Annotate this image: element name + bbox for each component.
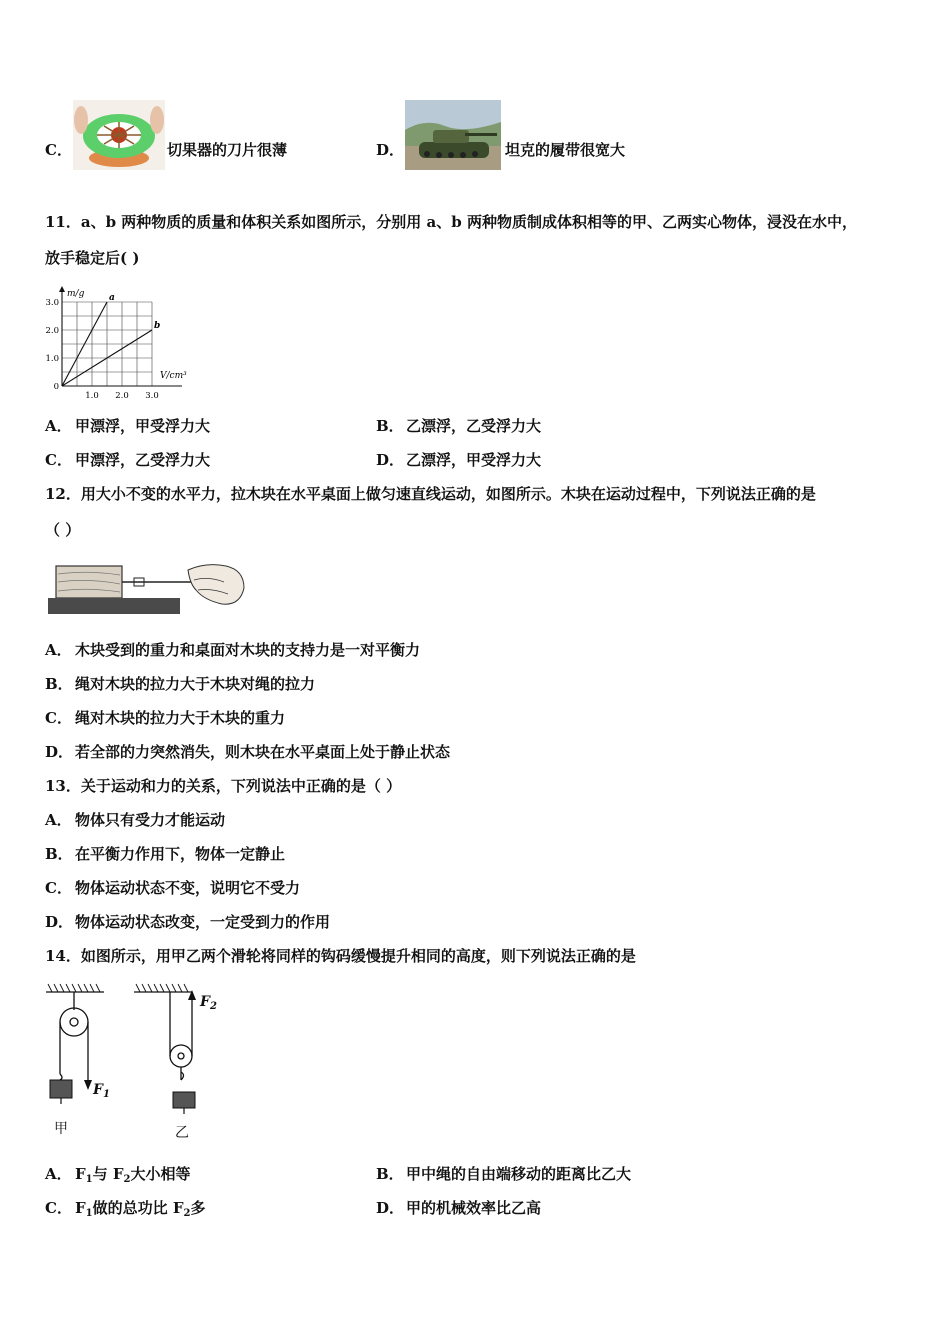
q11-stem-line2: 放手稳定后( ) <box>45 249 140 267</box>
q10-option-d-label: D． <box>376 141 405 159</box>
q14-option-a-label: A． <box>45 1165 72 1183</box>
wooden-block-pull-figure <box>48 560 248 620</box>
q14-option-b-label: B． <box>376 1165 404 1183</box>
q14-option-c-label: C． <box>45 1199 72 1217</box>
q10-option-c-label: C． <box>45 141 72 159</box>
y-tick-label: 1.0 <box>45 354 59 364</box>
q13-option-c-label: C． <box>45 879 72 897</box>
x-tick-label: 2.0 <box>115 391 129 401</box>
q12-stem-line1: 12．用大小不变的水平力，拉木块在水平桌面上做匀速直线运动，如图所示。木块在运动过程中，下列说法正确的是 <box>45 485 816 503</box>
q14-option-d-label: D． <box>376 1199 405 1217</box>
x-axis-label: V/cm³ <box>160 371 187 381</box>
y-axis-label: m/g <box>67 289 85 299</box>
q12-stem-line2: （ ） <box>45 521 81 539</box>
y-tick-label: 3.0 <box>45 298 59 308</box>
q13-option-c-text: 物体运动状态不变，说明它不受力 <box>75 879 301 897</box>
q11-option-d-label: D． <box>376 451 405 469</box>
q11-option-a-label: A． <box>45 417 72 435</box>
q13-stem: 13．关于运动和力的关系，下列说法中正确的是（ ） <box>45 777 402 795</box>
fixed-pulley <box>46 984 104 1084</box>
q12-option-c-label: C． <box>45 709 72 727</box>
q13-option-a-label: A． <box>45 811 72 829</box>
fruit-cutter-image <box>73 100 165 170</box>
q14-option-c-text: $F_1$做的总功比 $F_2$多 <box>75 1199 206 1219</box>
q14-option-a-text: $F_1$与 $F_2$大小相等 <box>75 1165 191 1185</box>
q11-option-b-text: 乙漂浮，乙受浮力大 <box>406 417 542 435</box>
q12-option-a-label: A． <box>45 641 72 659</box>
q10-option-c-text: 切果器的刀片很薄 <box>167 141 288 159</box>
q12-option-b-text: 绳对木块的拉力大于木块对绳的拉力 <box>75 675 316 693</box>
pulley-label-jia: 甲 <box>54 1121 68 1137</box>
pulley-label-yi: 乙 <box>175 1125 189 1141</box>
y-tick-label: 2.0 <box>45 326 59 336</box>
x-tick-label: 1.0 <box>85 391 99 401</box>
q14-stem: 14．如图所示，用甲乙两个滑轮将同样的钩码缓慢提升相同的高度，则下列说法正确的是 <box>45 947 636 965</box>
y-axis-arrow <box>59 286 65 292</box>
q13-option-d-text: 物体运动状态改变，一定受到力的作用 <box>75 913 331 931</box>
q11-option-b-label: B． <box>376 417 404 435</box>
q11-option-a-text: 甲漂浮，甲受浮力大 <box>75 417 211 435</box>
tank-image <box>405 100 501 170</box>
series-label-b: b <box>154 321 161 331</box>
movable-pulley <box>134 984 192 1080</box>
q12-option-b-label: B． <box>45 675 73 693</box>
q13-option-a-text: 物体只有受力才能运动 <box>75 811 226 829</box>
q13-option-b-label: B． <box>45 845 73 863</box>
q12-option-c-text: 绳对木块的拉力大于木块的重力 <box>75 709 286 727</box>
q12-option-d-text: 若全部的力突然消失，则木块在水平桌面上处于静止状态 <box>75 743 451 761</box>
pulley-force-f2-label: $F_2$ <box>200 994 217 1012</box>
q12-option-d-label: D． <box>45 743 74 761</box>
q11-stem-line1: 11．a、b 两种物质的质量和体积关系如图所示，分别用 a、b 两种物质制成体积相等的甲、乙两实心物体，浸没在水中， <box>45 213 857 231</box>
q12-option-a-text: 木块受到的重力和桌面对木块的支持力是一对平衡力 <box>75 641 421 659</box>
x-tick-label: 3.0 <box>145 391 159 401</box>
q13-option-d-label: D． <box>45 913 74 931</box>
pulley-force-f1-label: $F_1$ <box>93 1082 110 1100</box>
q11-option-c-text: 甲漂浮，乙受浮力大 <box>75 451 211 469</box>
q13-option-b-text: 在平衡力作用下，物体一定静止 <box>75 845 286 863</box>
q11-option-c-label: C． <box>45 451 72 469</box>
mass-volume-chart <box>40 280 200 405</box>
q10-option-d-text: 坦克的履带很宽大 <box>505 141 626 159</box>
q14-option-b-text: 甲中绳的自由端移动的距离比乙大 <box>406 1165 632 1183</box>
q11-option-d-text: 乙漂浮，甲受浮力大 <box>406 451 542 469</box>
y-tick-label: 0 <box>53 382 59 392</box>
q14-option-d-text: 甲的机械效率比乙高 <box>406 1199 542 1217</box>
series-label-a: a <box>109 293 115 303</box>
